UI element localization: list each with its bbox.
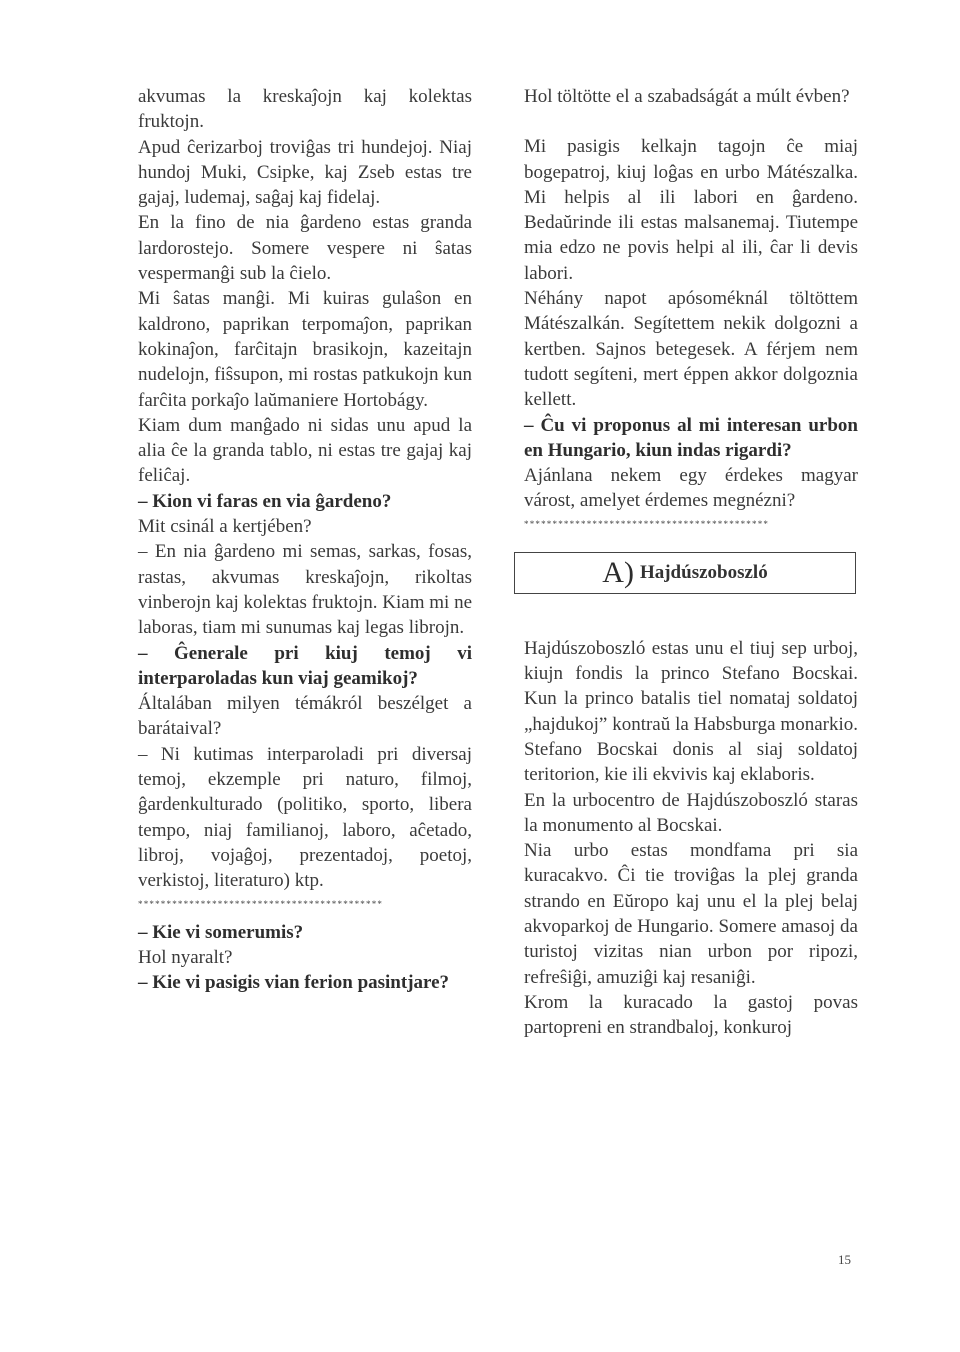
paragraph: Krom la kuracado la gastoj povas partopreni en strandbaloj, konkuroj — [524, 991, 858, 1039]
paragraph: Apud ĉerizarboj troviĝas tri hundejoj. Niaj hundoj Muki, Csipke, kaj Zseb estas tre gajaj, ludemaj, saĝaj kaj fidelaj. — [138, 136, 472, 209]
answer: – Ni kutimas interparoladi pri diversaj temoj, ekzemple pri naturo, filmoj, ĝardenkulturado (politiko, sporto, libera tempo, niaj familianoj, laboro, aĉetado, libroj, vojaĝoj, prezentadoj, poetoj, verkistoj, literaturo) ktp. — [138, 743, 472, 892]
paragraph: En la fino de nia ĝardeno estas granda lardorostejo. Somere vespere ni ŝatas vespermanĝi sub la ĉielo. — [138, 212, 472, 285]
paragraph: Mi ŝatas manĝi. Mi kuiras gulaŝon en kaldrono, paprikan terpomaĵon, paprikan kokinaĵon, farĉitajn brasikojn, kazeitajn nudelojn, fiŝsupon, mi rostas patkukojn kun farĉita porkaĵo laŭmaniere Hortobágy. — [138, 288, 472, 411]
separator-stars: ******************************************* — [524, 518, 770, 529]
question: – Kion vi faras en via ĝardeno? — [138, 490, 392, 512]
answer: – En nia ĝardeno mi semas, sarkas, fosas, rastas, akvumas kreskaĵojn, rikoltas vinberojn kaj kolektas fruktojn. Kiam mi ne laboras, tiam mi sunumas kaj legas librojn. — [138, 541, 473, 639]
answer-translation: Néhány napot apósoméknál töltöttem Mátészalkán. Segítettem nekik dolgozni a kertben. Sajnos betegesek. A férjem nem tudott segíteni, mert éppen akkor dolgoznia kellett. — [524, 288, 858, 411]
question-translation: Mit csinál a kertjében? — [138, 516, 312, 538]
left-column — [138, 84, 472, 995]
answer: Mi pasigis kelkajn tagojn ĉe miaj bogepatroj, kiuj loĝas en urbo Mátészalka. Mi helpis al ili labori en ĝardeno. Bedaŭrinde ili estas malsanemaj. Tiutempe mia edzo ne povis helpi al ili, ĉar li devis labori. — [524, 136, 858, 284]
section-title: Hajdúszoboszló — [639, 562, 768, 584]
paragraph: Hajdúszoboszló estas unu el tiuj sep urboj, kiujn fondis la princo Stefano Bocskai. Kun la princo batalis tiel nomataj soldatoj „hajdukoj” kontraŭ la Habsburga monarkio. Stefano Bocskai donis al siaj soldatoj teritorion, kie ili ekvivis kaj eklaboris. — [524, 637, 858, 786]
paragraph: akvumas la kreskaĵojn kaj kolektas fruktojn. — [138, 86, 472, 133]
right-column — [524, 84, 858, 1041]
question-translation: Ajánlana nekem egy érdekes magyar várost, amelyet érdemes megnézni? — [524, 465, 858, 512]
page-number: 15 — [838, 1252, 851, 1267]
question: – Ĝenerale pri kiuj temoj vi interparoladas kun viaj geamikoj? — [138, 642, 472, 689]
section-letter: A) — [602, 556, 634, 590]
separator-stars: ******************************************* — [138, 898, 384, 909]
question: – Ĉu vi proponus al mi interesan urbon en Hungario, kiun indas rigardi? — [524, 414, 858, 461]
paragraph: Kiam dum manĝado ni sidas unu apud la alia ĉe la granda tablo, ni estas tre gajaj kaj feliĉaj. — [138, 414, 472, 487]
paragraph: En la urbocentro de Hajdúszoboszló staras la monumento al Bocskai. — [524, 789, 858, 836]
question-translation: Hol nyaralt? — [138, 946, 233, 968]
question: – Kie vi pasigis vian ferion pasintjare? — [138, 972, 450, 994]
question-translation: Hol töltötte el a szabadságát a múlt évben? — [524, 86, 850, 107]
question: – Kie vi somerumis? — [138, 921, 304, 943]
paragraph: Nia urbo estas mondfama pri sia kuracakvo. Ĉi tie troviĝas la plej granda strando en Eŭropo kaj unu el la plej belaj akvoparkoj de Hungario. Somere amasoj da turistoj vizitas nian urbon por ripozi, refreŝiĝi, amuziĝi kaj resaniĝi. — [524, 840, 858, 988]
section-heading — [514, 552, 856, 594]
question-translation: Általában milyen témákról beszélget a barátaival? — [138, 693, 472, 740]
